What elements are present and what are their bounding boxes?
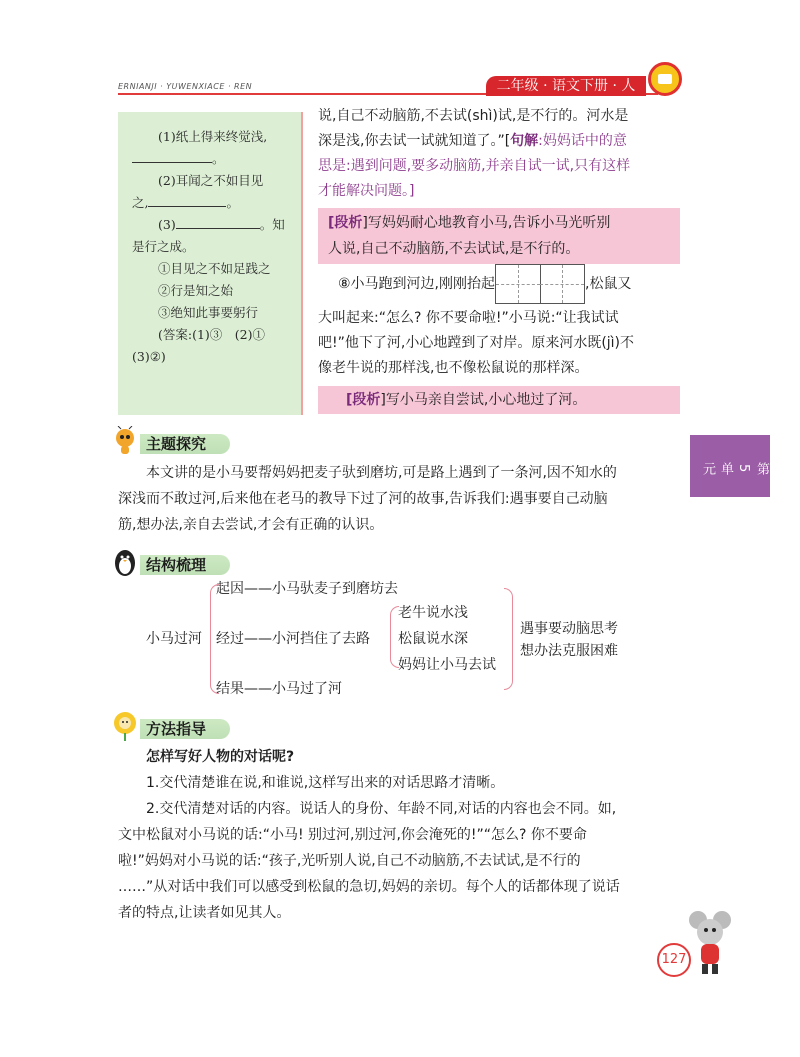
section-title: 结构梳理 — [140, 555, 230, 575]
main-text — [318, 104, 680, 204]
note-punct: 。 — [226, 195, 239, 210]
analysis-label: [段析 — [328, 215, 363, 231]
method-body — [118, 744, 683, 926]
text-line: 文中松鼠对小马说的话:“小马! 别过河,别过河,你会淹死的!”“怎么? 你不要命 — [118, 827, 587, 843]
mouse-mascot-icon — [688, 908, 732, 978]
unit-side-tab — [690, 435, 770, 497]
text-line: 吧!”他下了河,小心地蹚到了对岸。原来河水既(jì)不 — [318, 335, 635, 351]
note-option: ①目见之不如足践之 — [158, 261, 271, 276]
diagram-process: 经过——小河挡住了去路 — [216, 631, 370, 647]
note-answer: (答案:(1)③ (2)① — [158, 327, 266, 342]
diagram-sub: 老牛说水浅 — [398, 605, 468, 621]
note-option: ②行是知之始 — [158, 283, 234, 298]
page-number: 127 — [657, 943, 691, 977]
theme-heading — [112, 432, 252, 456]
text-line: 说,自己不动脑筋,不去试(shì)试,是不行的。河水是 — [318, 108, 629, 124]
text-line: 像老牛说的那样浅,也不像松鼠说的那样深。 — [318, 360, 589, 376]
text-line: ,松鼠又 — [585, 276, 632, 292]
structure-diagram — [118, 576, 678, 701]
text-line: 深是浅,你去试一试就知道了。”[ — [318, 133, 511, 149]
text-line: 2.交代清楚对话的内容。说话人的身份、年龄不同,对话的内容也会不同。如, — [146, 801, 617, 817]
sentence-note-label: 句解 — [510, 133, 539, 149]
ant-mascot-icon — [112, 426, 138, 456]
side-tab-char: 第 — [754, 461, 769, 475]
note-q2: (2)耳闻之不如目见 — [158, 173, 264, 188]
note-answer: (3)②) — [132, 349, 166, 364]
text-line: 1.交代清楚谁在说,和谁说,这样写出来的对话思路才清晰。 — [146, 775, 505, 791]
note-q3: (3) — [158, 217, 176, 232]
paragraph-8 — [318, 262, 680, 381]
method-question: 怎样写好人物的对话呢? — [146, 749, 295, 765]
theme-body — [118, 460, 683, 538]
diagram-root: 小马过河 — [146, 631, 202, 647]
sentence-note: :妈妈话中的意 — [538, 133, 627, 149]
diagram-cause: 起因——小马驮麦子到磨坊去 — [216, 581, 398, 597]
header-pinyin: ERNIANJI · YUWENXIACE · REN — [118, 82, 253, 91]
text-line: 深浅而不敢过河,后来他在老马的教导下过了河的故事,告诉我们:遇事要自己动脑 — [118, 491, 608, 507]
right-brace — [504, 588, 513, 690]
text-line: 啦!”妈妈对小马说的话:“孩子,光听别人说,自己不动脑筋,不去试试,是不行的 — [118, 853, 581, 869]
side-tab-char: 单 — [718, 461, 733, 475]
answer-blank — [132, 148, 212, 163]
analysis-text: ]写小马亲自尝试,小心地过了河。 — [380, 392, 587, 408]
analysis-text: 人说,自己不动脑筋,不去试试,是不行的。 — [328, 241, 580, 257]
sentence-note: 才能解决问题。] — [318, 183, 415, 199]
answer-blank — [148, 192, 226, 207]
diagram-conclusion: 遇事要动脑思考 — [520, 621, 618, 637]
sunflower-mascot-icon — [112, 711, 138, 741]
note-q3b: 是行之成。 — [132, 239, 195, 254]
penguin-mascot-icon — [112, 547, 138, 577]
side-tab-char: 5 — [736, 463, 751, 473]
note-punct: 。 — [212, 151, 225, 166]
paragraph-analysis-1 — [318, 208, 680, 264]
note-box — [118, 112, 303, 415]
text-line: ⑧小马跑到河边,刚刚抬起 — [338, 276, 496, 292]
text-line: 筋,想办法,亲自去尝试,才会有正确的认识。 — [118, 517, 384, 533]
text-line: 者的特点,让读者如见其人。 — [118, 905, 291, 921]
note-punct: 。知 — [259, 217, 285, 232]
diagram-conclusion: 想办法克服困难 — [520, 643, 618, 659]
section-title: 方法指导 — [140, 719, 230, 739]
writing-grid[interactable] — [495, 264, 585, 304]
analysis-text: ]写妈妈耐心地教育小马,告诉小马光听别 — [362, 215, 611, 231]
text-line: ……”从对话中我们可以感受到松鼠的急切,妈妈的亲切。每个人的话都体现了说话 — [118, 879, 620, 895]
diagram-result: 结果——小马过了河 — [216, 681, 342, 697]
sentence-note: 思是:遇到问题,要多动脑筋,并亲自试一试,只有这样 — [318, 158, 631, 174]
diagram-sub: 松鼠说水深 — [398, 631, 468, 647]
side-tab-char: 元 — [700, 461, 715, 475]
note-option: ③绝知此事要躬行 — [158, 305, 259, 320]
method-heading — [112, 717, 252, 741]
diagram-sub: 妈妈让小马去试 — [398, 657, 496, 673]
text-line: 大叫起来:“怎么? 你不要命啦!”小马说:“让我试试 — [318, 310, 619, 326]
note-q1: (1)纸上得来终觉浅, — [158, 129, 268, 144]
answer-blank — [176, 214, 260, 229]
note-q2b: 之, — [132, 195, 149, 210]
analysis-label: [段析 — [346, 392, 381, 408]
text-line: 本文讲的是小马要帮妈妈把麦子驮到磨坊,可是路上遇到了一条河,因不知水的 — [146, 465, 617, 481]
paragraph-analysis-2 — [318, 386, 680, 414]
header-title-tab: 二年级 · 语文下册 · 人 — [486, 76, 646, 96]
structure-heading — [112, 553, 252, 577]
book-logo-icon — [648, 62, 682, 96]
section-title: 主题探究 — [140, 434, 230, 454]
